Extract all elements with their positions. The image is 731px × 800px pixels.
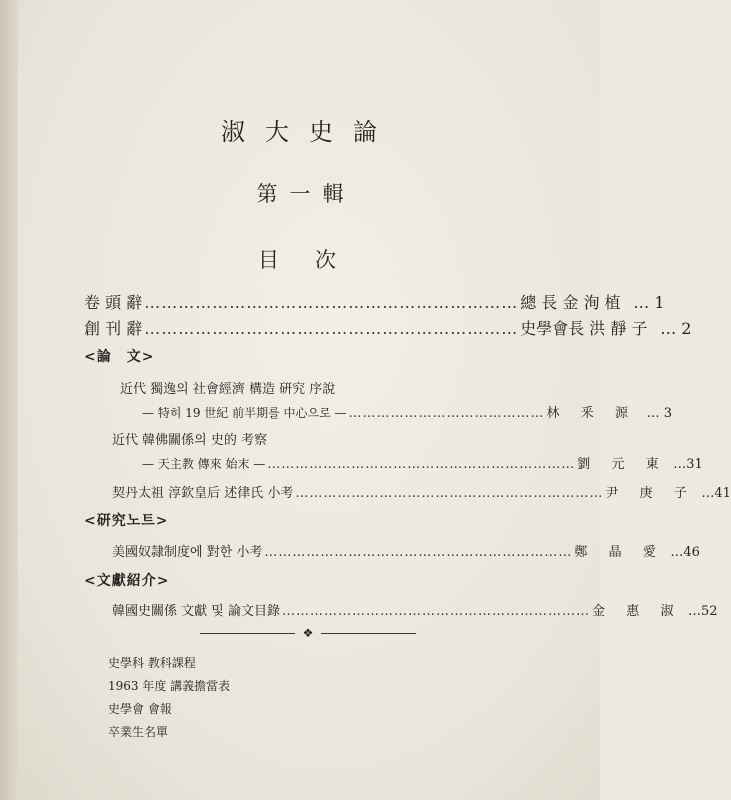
misc-item-curriculum[interactable]: 史學科 教科課程 <box>108 656 196 670</box>
leader-dots: ………………………………………………………… <box>144 319 519 338</box>
entry-page: …46 <box>670 545 700 560</box>
toc-heading: 目次 <box>258 248 372 272</box>
toc-entry-literature-1[interactable] <box>112 600 718 619</box>
entry-title: 創 刊 辭 <box>84 319 143 338</box>
leader-dots: …………………………………… <box>348 406 545 421</box>
leader-dots: ………………………………………………………… <box>281 604 590 619</box>
toc-entry-paper-1[interactable] <box>142 402 673 421</box>
ornament-divider <box>200 626 416 640</box>
toc-entry-preface[interactable] <box>84 290 665 313</box>
entry-author: 鄭 晶 愛 <box>574 545 656 560</box>
leader-dots: ………………………………………………………… <box>267 457 576 472</box>
entry-author: 金 惠 淑 <box>591 604 674 619</box>
entry-author: 尹 庚 子 <box>605 486 687 501</box>
entry-page: … 3 <box>646 406 673 421</box>
entry-page: …52 <box>687 604 718 619</box>
toc-entry-paper-3[interactable] <box>112 482 731 501</box>
misc-item-lecture-table[interactable]: 1963 年度 講義擔當表 <box>108 679 231 693</box>
entry-page: … 1 <box>633 293 665 312</box>
divider-line <box>200 633 295 634</box>
divider-line <box>321 633 416 634</box>
toc-entry-inaugural[interactable] <box>84 316 692 339</box>
section-heading-literature: <文獻紹介> <box>84 573 170 589</box>
leader-dots: ………………………………………………………… <box>144 293 519 312</box>
entry-author: 史學會長 洪 靜 子 <box>520 319 648 338</box>
issue-number: 第一輯 <box>256 182 356 206</box>
toc-entry-paper-2[interactable] <box>142 453 703 472</box>
journal-title: 淑大史論 <box>221 118 397 146</box>
paper-title[interactable]: 近代 獨逸의 社會經濟 構造 硏究 序說 <box>120 382 336 397</box>
section-heading-research-notes: <研究노트> <box>84 513 169 529</box>
leader-dots: ………………………………………………………… <box>264 545 573 560</box>
misc-item-graduates-list[interactable]: 卒業生名單 <box>108 725 169 739</box>
entry-title: 韓國史關係 文獻 및 論文目錄 <box>112 604 280 619</box>
misc-item-society-report[interactable]: 史學會 會報 <box>108 702 172 716</box>
section-heading-papers: <論 文> <box>84 349 155 365</box>
entry-author: 劉 元 東 <box>577 457 659 472</box>
entry-page: …31 <box>673 457 703 472</box>
entry-author: 總 長 金 洵 植 <box>520 293 621 312</box>
leader-dots: ………………………………………………………… <box>295 486 604 501</box>
paper-title[interactable]: 近代 韓佛關係의 史的 考察 <box>112 433 267 448</box>
entry-page: …41 <box>701 486 731 501</box>
paper-subtitle: — 特히 19 世紀 前半期를 中心으로 — <box>142 406 347 420</box>
diamond-ornament-icon: ❖ <box>302 626 314 640</box>
toc-entry-note-1[interactable] <box>112 541 700 560</box>
entry-author: 林 釆 源 <box>546 406 629 421</box>
entry-page: … 2 <box>660 319 692 338</box>
entry-title: 契丹太祖 淳欽皇后 述律氏 小考 <box>112 486 294 501</box>
entry-title: 卷 頭 辭 <box>84 293 143 312</box>
entry-title: 美國奴隷制度에 對한 小考 <box>112 545 263 560</box>
paper-subtitle: — 天主教 傳來 始末 — <box>142 457 266 471</box>
